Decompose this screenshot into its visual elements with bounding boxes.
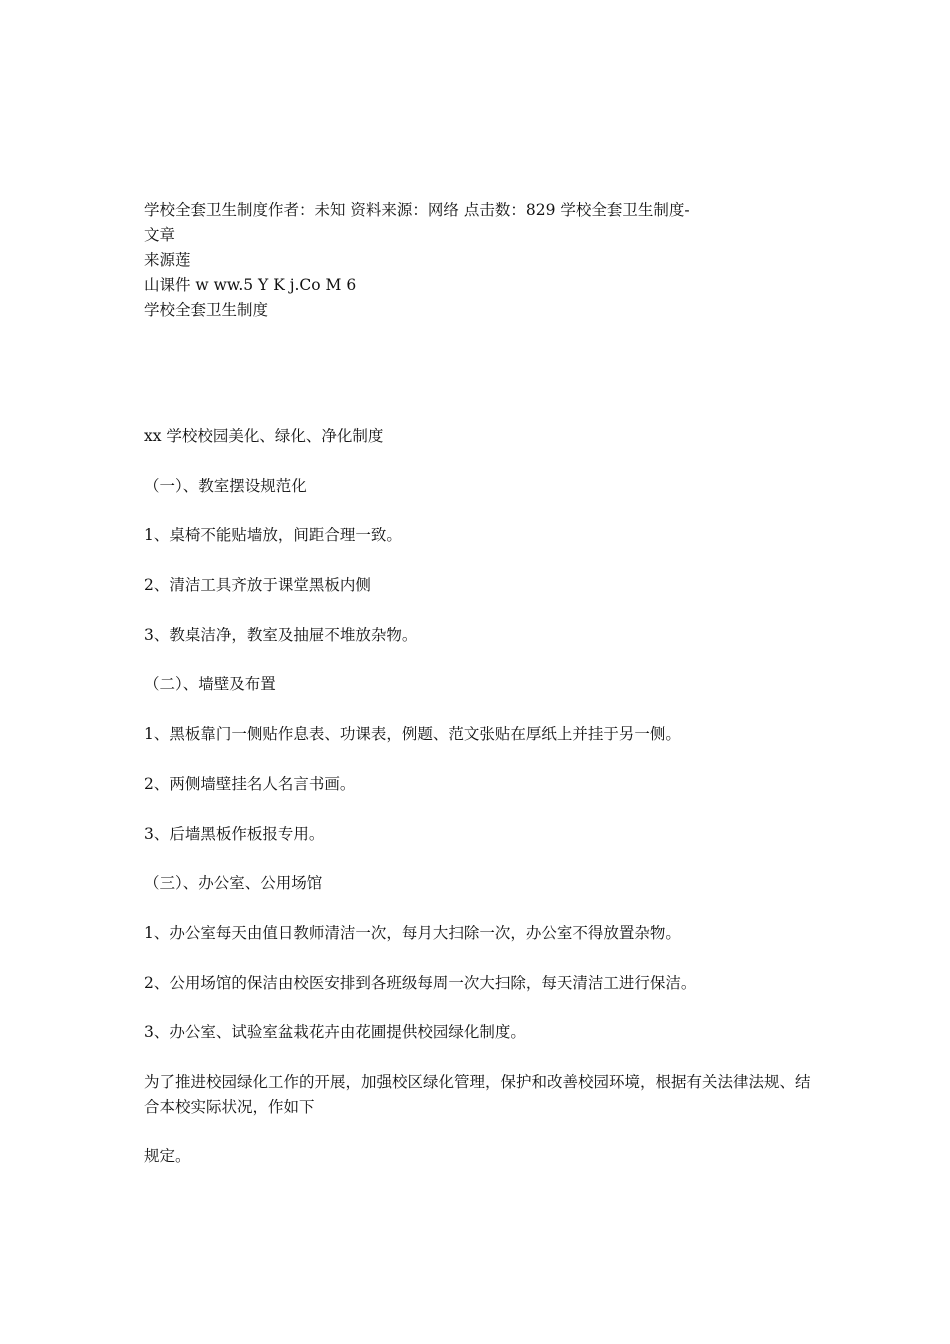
header-line-2: 文章 xyxy=(144,226,176,244)
section-1-item-1: 1、桌椅不能贴墙放，间距合理一致。 xyxy=(144,526,402,545)
section-3-item-3: 3、办公室、试验室盆栽花卉由花圃提供校园绿化制度。 xyxy=(144,1023,526,1042)
section-heading-1: （一）、教室摆设规范化 xyxy=(144,476,307,495)
section-1-item-3: 3、教桌洁净，教室及抽屉不堆放杂物。 xyxy=(144,625,418,644)
header-line-5: 学校全套卫生制度 xyxy=(144,301,269,319)
section-1-item-2: 2、清洁工具齐放于课堂黑板内侧 xyxy=(144,576,371,595)
intro-paragraph: 为了推进校园绿化工作的开展，加强校区绿化管理，保护和改善校园环境，根据有关法律法规、结合本校实际状况，作如下 xyxy=(144,1072,811,1116)
section-2-item-3: 3、后墙黑板作板报专用。 xyxy=(144,824,325,843)
closing-line: 规定。 xyxy=(144,1146,191,1165)
section-3-item-2: 2、公用场馆的保洁由校医安排到各班级每周一次大扫除，每天清洁工进行保洁。 xyxy=(144,973,697,992)
document-body xyxy=(144,424,824,1194)
header-line-1: 学校全套卫生制度作者：未知 资料来源：网络 点击数：829 学校全套卫生制度- xyxy=(144,201,690,219)
section-heading-2: （二）、墙壁及布置 xyxy=(144,675,276,694)
section-3-item-1: 1、办公室每天由值日教师清洁一次，每月大扫除一次，办公室不得放置杂物。 xyxy=(144,923,681,942)
document-header xyxy=(144,198,784,323)
section-2-item-1: 1、黑板靠门一侧贴作息表、功课表，例题、范文张贴在厚纸上并挂于另一侧。 xyxy=(144,725,681,744)
section-heading-3: （三）、办公室、公用场馆 xyxy=(144,874,323,893)
header-line-4: 山课件 w ww.5 Y K j.Co M 6 xyxy=(144,276,357,294)
section-2-item-2: 2、两侧墙壁挂名人名言书画。 xyxy=(144,774,356,793)
header-line-3: 来源莲 xyxy=(144,251,191,269)
document-title: xx 学校校园美化、绿化、净化制度 xyxy=(144,427,384,445)
